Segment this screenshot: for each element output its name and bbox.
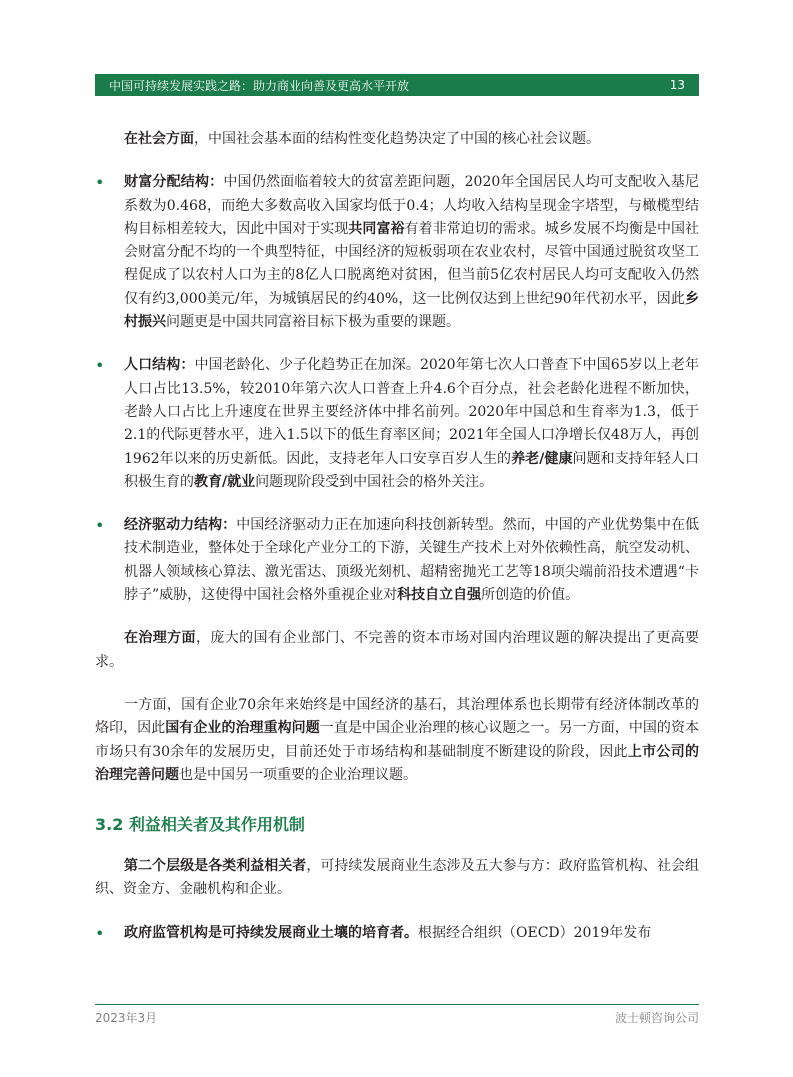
header-title: 中国可持续发展实践之路：助力商业向善及更高水平开放 bbox=[109, 78, 410, 93]
bullet-wealth-emphasis-1: 共同富裕 bbox=[348, 220, 405, 237]
page-number: 13 bbox=[669, 78, 685, 92]
bullet-wealth-distribution bbox=[95, 171, 699, 334]
paragraph-governance-text: ，庞大的国有企业部门、不完善的资本市场对国内治理议题的解决提出了更高要求。 bbox=[95, 630, 700, 670]
section-heading: 3.2 利益相关者及其作用机制 bbox=[95, 815, 305, 835]
bullet-population-text-2: 问题和支持年轻人口积极生育的 bbox=[124, 450, 699, 490]
running-header bbox=[95, 74, 699, 96]
paragraph-soe-text-2: 一直是中国企业治理的核心议题之一。另一方面，中国的资本市场只有30余年的发展历史，目前还处于市场结构和基础制度不断建设的阶段，因此 bbox=[95, 720, 700, 760]
page-content bbox=[95, 128, 699, 965]
paragraph-stakeholders-lead: 第二个层级是各类利益相关者 bbox=[124, 858, 307, 875]
paragraph-soe-text-1: 一方面，国有企业70余年来始终是中国经济的基石，其治理体系也长期带有经济体制改革的烙印，因此 bbox=[95, 696, 699, 737]
paragraph-soe-text-3: 也是中国另一项重要的企业治理议题。 bbox=[179, 766, 417, 783]
paragraph-governance bbox=[95, 627, 699, 674]
paragraph-society-text: ，中国社会基本面的结构性变化趋势决定了中国的核心社会议题。 bbox=[194, 131, 600, 147]
bullet-wealth-emphasis-2: 乡村振兴 bbox=[124, 290, 699, 331]
bullet-economic-title: 经济驱动力结构： bbox=[124, 517, 237, 534]
bullet-dot-icon: • bbox=[95, 173, 105, 193]
bullet-economic-emphasis: 科技自立自强 bbox=[397, 587, 482, 604]
paragraph-stakeholders-text: ，可持续发展商业生态涉及五大参与方：政府监管机构、社会组织、资金方、金融机构和企业。 bbox=[95, 858, 700, 898]
bullet-population-title: 人口结构： bbox=[124, 357, 195, 374]
paragraph-soe-emphasis-1: 国有企业的治理重构问题 bbox=[165, 720, 320, 737]
paragraph-society-lead: 在社会方面 bbox=[124, 131, 194, 147]
bullet-dot-icon: • bbox=[95, 923, 105, 943]
footer-divider bbox=[95, 1004, 699, 1005]
bullet-economic-drivers bbox=[95, 514, 699, 607]
paragraph-governance-lead: 在治理方面 bbox=[124, 630, 196, 647]
bullet-government-text: 根据经合组织（OECD）2019年发布 bbox=[418, 924, 652, 941]
bullet-wealth-text-2: 有着非常迫切的需求。城乡发展不均衡是中国社会财富分配不均的一个典型特征，中国经济的短板弱项在农业农村，尽管中国通过脱贫攻坚工程促成了以农村人口为主的8亿人口脱离绝对贫困，但当前5亿农村居民人均可支配收入仍然仅有约3,000美元/年，为城镇居民的约40%，这一比例仅达到上世纪90年代初水平，因此 bbox=[124, 220, 700, 307]
footer-date: 2023年3月 bbox=[95, 1011, 158, 1025]
paragraph-soe-emphasis-2: 上市公司的治理完善问题 bbox=[95, 743, 700, 783]
bullet-wealth-text-1: 中国仍然面临着较大的贫富差距问题，2020年全国居民人均可支配收入基尼系数为0.468，而绝大多数高收入国家均低于0.4；人均收入结构呈现金字塔型，与橄榄型结构目标相差较大，因此中国对于实现 bbox=[124, 174, 699, 237]
paragraph-stakeholders bbox=[95, 855, 699, 902]
bullet-government-regulators bbox=[95, 922, 699, 945]
bullet-wealth-title: 财富分配结构： bbox=[124, 174, 224, 191]
bullet-population-text-3: 问题现阶段受到中国社会的格外关注。 bbox=[255, 473, 494, 490]
bullet-government-title: 政府监管机构是可持续发展商业土壤的培育者。 bbox=[124, 924, 418, 941]
bullet-population-structure bbox=[95, 354, 699, 494]
bullet-population-emphasis-2: 教育/就业 bbox=[194, 473, 256, 490]
bullet-economic-text-2: 所创造的价值。 bbox=[481, 587, 580, 604]
bullet-economic-text-1: 中国经济驱动力正在加速向科技创新转型。然而，中国的产业优势集中在低技术制造业，整体处于全球化产业分工的下游，关键生产技术上对外依赖性高，航空发动机、机器人领域核心算法、激光雷达、顶级光刻机、超精密抛光工艺等18项尖端前沿技术遭遇“卡脖子”威胁，这使得中国社会格外重视企业对 bbox=[124, 517, 700, 604]
bullet-population-text-1: 中国老龄化、少子化趋势正在加深。2020年第七次人口普查下中国65岁以上老年人口占比13.5%，较2010年第六次人口普查上升4.6个百分点，社会老龄化进程不断加快，老龄人口占比上升速度在世界主要经济体中排名前列。2020年中国总和生育率为1.3，低于2.1的代际更替水平，进入1.5以下的低生育率区间；2021年全国人口净增长仅48万人，再创1962年以来的历史新低。因此，支持老年人口安享百岁人生的 bbox=[124, 357, 699, 467]
bullet-wealth-text-3: 问题更是中国共同富裕目标下极为重要的课题。 bbox=[166, 314, 460, 331]
bullet-population-emphasis-1: 养老/健康 bbox=[511, 450, 573, 467]
bullet-dot-icon: • bbox=[95, 356, 105, 376]
paragraph-soe-capital-market bbox=[95, 694, 699, 787]
paragraph-society bbox=[95, 128, 699, 151]
footer-company: 波士顿咨询公司 bbox=[614, 1011, 699, 1025]
bullet-dot-icon: • bbox=[95, 516, 105, 536]
